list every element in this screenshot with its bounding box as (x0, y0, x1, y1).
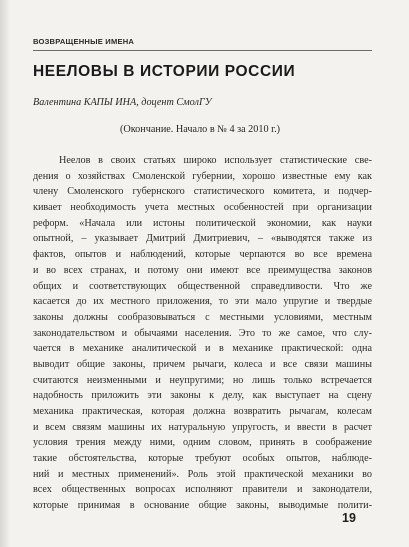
body-line: кивает необходимость учета местных особенностей при организации (33, 202, 372, 214)
body-line: которые принимая в основание общие законы, выводимые полити- (33, 500, 372, 512)
body-line: надобность приложить эти законы к делу, как выступает на сцену (33, 390, 372, 402)
body-line: чается в механике аналитической и в механике практической: одна (33, 343, 372, 355)
body-line: механика практическая, которая должна возвратить рычагам, колесам (33, 406, 372, 417)
body-line: и всем связям машины их натуральную упругость, и ввести в расчет (33, 421, 372, 433)
section-label: ВОЗВРАЩЕННЫЕ ИМЕНА (33, 37, 135, 46)
article-body (33, 153, 372, 514)
body-line: члену Смоленского губернского статистического комитета, и подчер- (33, 186, 372, 198)
header-rule (33, 50, 372, 51)
body-line: опытной, – указывает Дмитрий Дмитриевич, – «выводятся также из (33, 233, 372, 245)
continuation-note: (Окончание. Начало в № 4 за 2010 г.) (120, 124, 281, 135)
author-byline: Валентина КАПЫ ИНА, доцент СмолГУ (33, 97, 212, 108)
page-gutter-shadow (0, 0, 10, 547)
body-line: условия трения между ними, одним словом, принять в соображение (33, 437, 372, 449)
body-line: выводит общие законы, причем рычаги, колеса и все связи машины (33, 358, 372, 370)
body-line: законодательством и обычаями населения. Это то же самое, что слу- (33, 327, 372, 339)
page-number: 19 (342, 511, 356, 525)
body-line: всех общественных вопросах исполняют правители и законодатели, (33, 484, 372, 496)
body-line: ний и местных применений». Роль этой практической механики во (33, 468, 372, 480)
body-line: фактов, опытов и наблюдений, которые черпаются во все времена (33, 249, 372, 261)
body-line: законы должны сообразовываться с местными условиями, местным (33, 311, 372, 323)
body-line: дения о хозяйствах Смоленской губернии, хорошо известные ему как (33, 170, 372, 182)
body-line: реформ. «Начала или истоны политической экономии, как науки (33, 217, 372, 229)
body-line: касается до их местного приложения, то эти мало упругие и твердые (33, 296, 372, 308)
body-line: общих и соответствующих общественной справедливости. Что же (33, 280, 372, 292)
article-title: НЕЕЛОВЫ В ИСТОРИИ РОССИИ (33, 63, 296, 80)
body-line: Неелов в своих статьях широко использует статистические све- (59, 155, 372, 166)
body-line: и во всех странах, и потому они имеют все преимущества законов (33, 264, 372, 276)
body-line: такие обстоятельства, которые требуют особых опытов, наблюде- (33, 453, 372, 465)
body-line: считаются неизменными и неупругими; но лишь только встречается (33, 374, 372, 386)
